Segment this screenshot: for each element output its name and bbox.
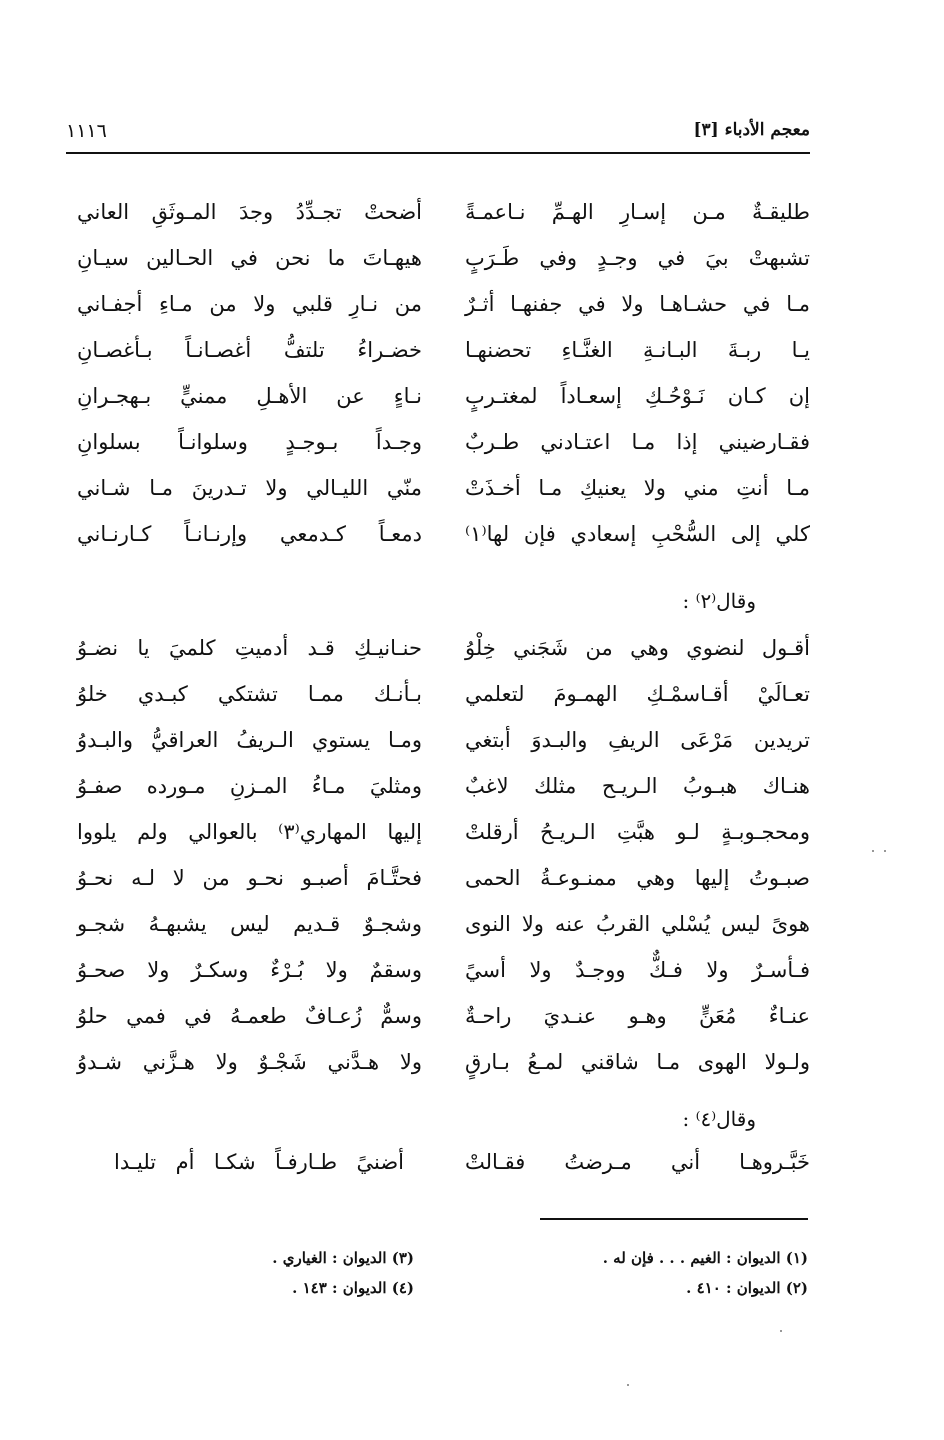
verse-first-hemistich: ولـولا الهوى مـا شاقني لمـعُ بـارقٍ (465, 1050, 810, 1074)
verse-second-hemistich: أضنيً طـارفـاً شكـا أم تليـدا (114, 1150, 404, 1174)
verse-second-hemistich: بـأنـك ممـا تشتكي كبـدي خلوُ (77, 682, 422, 706)
verse-second-hemistich: من نـارِ قلبي ولا من مـاءِ أجفـاني (77, 292, 422, 316)
verse-second-hemistich: نـاءٍ عن الأهـلِ ممنيٍّ بـهجـرانِ (77, 384, 422, 408)
verse-second-hemistich: ولا هـدَّني شَجْـوٌ ولا هـزَّني شـدوُ (77, 1050, 422, 1074)
footnote: (٤) الديوان : ١٤٣ . (292, 1279, 414, 1297)
verse (66, 626, 810, 670)
verse-first-hemistich: خَبَّـروهـا أني مـرضتُ فقـالتْ (465, 1150, 810, 1174)
verse-first-hemistich: تعـالَيْ أقـاسمْـكِ الهمـومَ لتعلمي (465, 682, 810, 706)
verse (66, 1140, 810, 1184)
scan-speck (780, 1330, 782, 1332)
verse (66, 856, 810, 900)
verse-first-hemistich: فقـارضيني إذا مـا اعتـادني طـربٌ (465, 430, 810, 454)
verse-second-hemistich: فحتَّـامَ أصبـو نحـو من لا لـه نحـوُ (77, 866, 422, 890)
verse (66, 994, 810, 1038)
verse (66, 190, 810, 234)
verse-first-hemistich: ومحجـوبـةٍ لـو هبَّتِ الـريـحُ أرقلتْ (465, 820, 810, 844)
footnote-separator (540, 1218, 808, 1220)
verse (66, 718, 810, 762)
footnote: (٣) الديوان : الغياري . (272, 1249, 414, 1267)
verse-first-hemistich: صبـوتُ إليها وهي ممنـوعـةُ الحمى (465, 866, 810, 890)
scan-speck (627, 1384, 629, 1386)
verse-first-hemistich: مـا أنتِ مني ولا يعنيكِ مـا أخـذَتْ (465, 476, 810, 500)
verse-second-hemistich: وجـداً بـوجـدٍ وسلوانـاً بسلوانِ (77, 430, 422, 454)
verse-second-hemistich: خضـراءُ تلتفُّ أغصـانـاً بـأغصـانِ (77, 338, 422, 362)
verse-first-hemistich: أقـول لنضوي وهي من شَجَني خِلْوُ (465, 636, 810, 660)
verse (66, 948, 810, 992)
verse-first-hemistich: إن كـان نَـوْحُـكِ إسعـاداً لمغتـربٍ (465, 384, 810, 408)
verse (66, 902, 810, 946)
scan-speck (884, 850, 886, 852)
verse-second-hemistich: ومثليَ مـاءُ المـزنِ مـورده صفـوُ (77, 774, 422, 798)
verse-first-hemistich: يـا ربـةَ البـانـةِ الغنَّـاءِ تحضنهـا (465, 338, 810, 362)
verse-first-hemistich: كلي إلى السُّحْبِ إسعادي فإن لها⁽١⁾ (465, 522, 810, 546)
page-number: ١١١٦ (66, 120, 107, 142)
book-title: معجم الأدباء [٣] (693, 120, 810, 140)
scan-speck (872, 850, 874, 852)
verse (66, 512, 810, 556)
verse-first-hemistich: هنـاك هبـوبُ الـريـح مثلك لاغبٌ (465, 774, 810, 798)
verse-second-hemistich: حنـانيـكِ قـد أدميتِ كلميَ يا نضـوُ (77, 636, 422, 660)
header-rule (66, 152, 810, 154)
footnote: (٢) الديوان : ٤١٠ . (686, 1279, 808, 1297)
verse (66, 420, 810, 464)
verse-second-hemistich: ومـا يستوي الـريفُ العراقيُّ والبـدوُ (77, 728, 422, 752)
poem-intro: وقال⁽٤⁾ : (682, 1107, 756, 1131)
verse-second-hemistich: وشجـوٌ قـديم ليس يشبهـهُ شجـو (77, 912, 422, 936)
verse (66, 672, 810, 716)
verse-second-hemistich: دمعـاً كـدمعي وإرنـانـاً كـارنـاني (77, 522, 422, 546)
verse-first-hemistich: فـأسـرٌ ولا فـكٌّ ووجـدٌ ولا أسيً (465, 958, 810, 982)
verse (66, 1040, 810, 1084)
verse-second-hemistich: منّي الليـالي ولا تـدرينَ مـا شـاني (77, 476, 422, 500)
page-header (66, 118, 810, 158)
verse-first-hemistich: طليقـةٌ مـن إسـارِ الهـمِّ نـاعمـةً (465, 200, 810, 224)
verse-first-hemistich: تريدين مَرْعَى الريفِ والبـدوَ أبتغي (465, 728, 810, 752)
verse (66, 466, 810, 510)
verse-second-hemistich: وسقمٌ ولا بُـرْءٌ وسكـرٌ ولا صحـوُ (77, 958, 422, 982)
poem-intro: وقال⁽٢⁾ : (682, 589, 756, 613)
verse-second-hemistich: وسمٌّ زُعـافٌ طعمـهُ في فمي حلوُ (77, 1004, 422, 1028)
footnote: (١) الديوان : الغيم . . . فإن له . (602, 1249, 808, 1267)
verse (66, 328, 810, 372)
verse (66, 764, 810, 808)
verse-first-hemistich: تشبهتْ بيَ في وجـدٍ وفي طَـرَبٍ (465, 246, 810, 270)
verse-first-hemistich: عنـاءٌ مُعَنٍّ وهـو عنـديَ راحـةٌ (465, 1004, 810, 1028)
verse-first-hemistich: مـا في حشـاهـا ولا في جفنهـا أثـرٌ (465, 292, 810, 316)
verse (66, 810, 810, 854)
verse-first-hemistich: هوىً ليس يُسْلي القربُ عنه ولا النوى (465, 912, 810, 936)
verse-second-hemistich: هيهـاتَ ما نحن في الحـالين سيـانِ (77, 246, 422, 270)
verse (66, 282, 810, 326)
verse-second-hemistich: أضحتْ تجـدِّدُ وجدَ المـوثَقِ العاني (77, 200, 422, 224)
verse (66, 236, 810, 280)
verse (66, 374, 810, 418)
verse-second-hemistich: إليها المهاري⁽٣⁾ بالعوالي ولم يلووا (77, 820, 422, 844)
